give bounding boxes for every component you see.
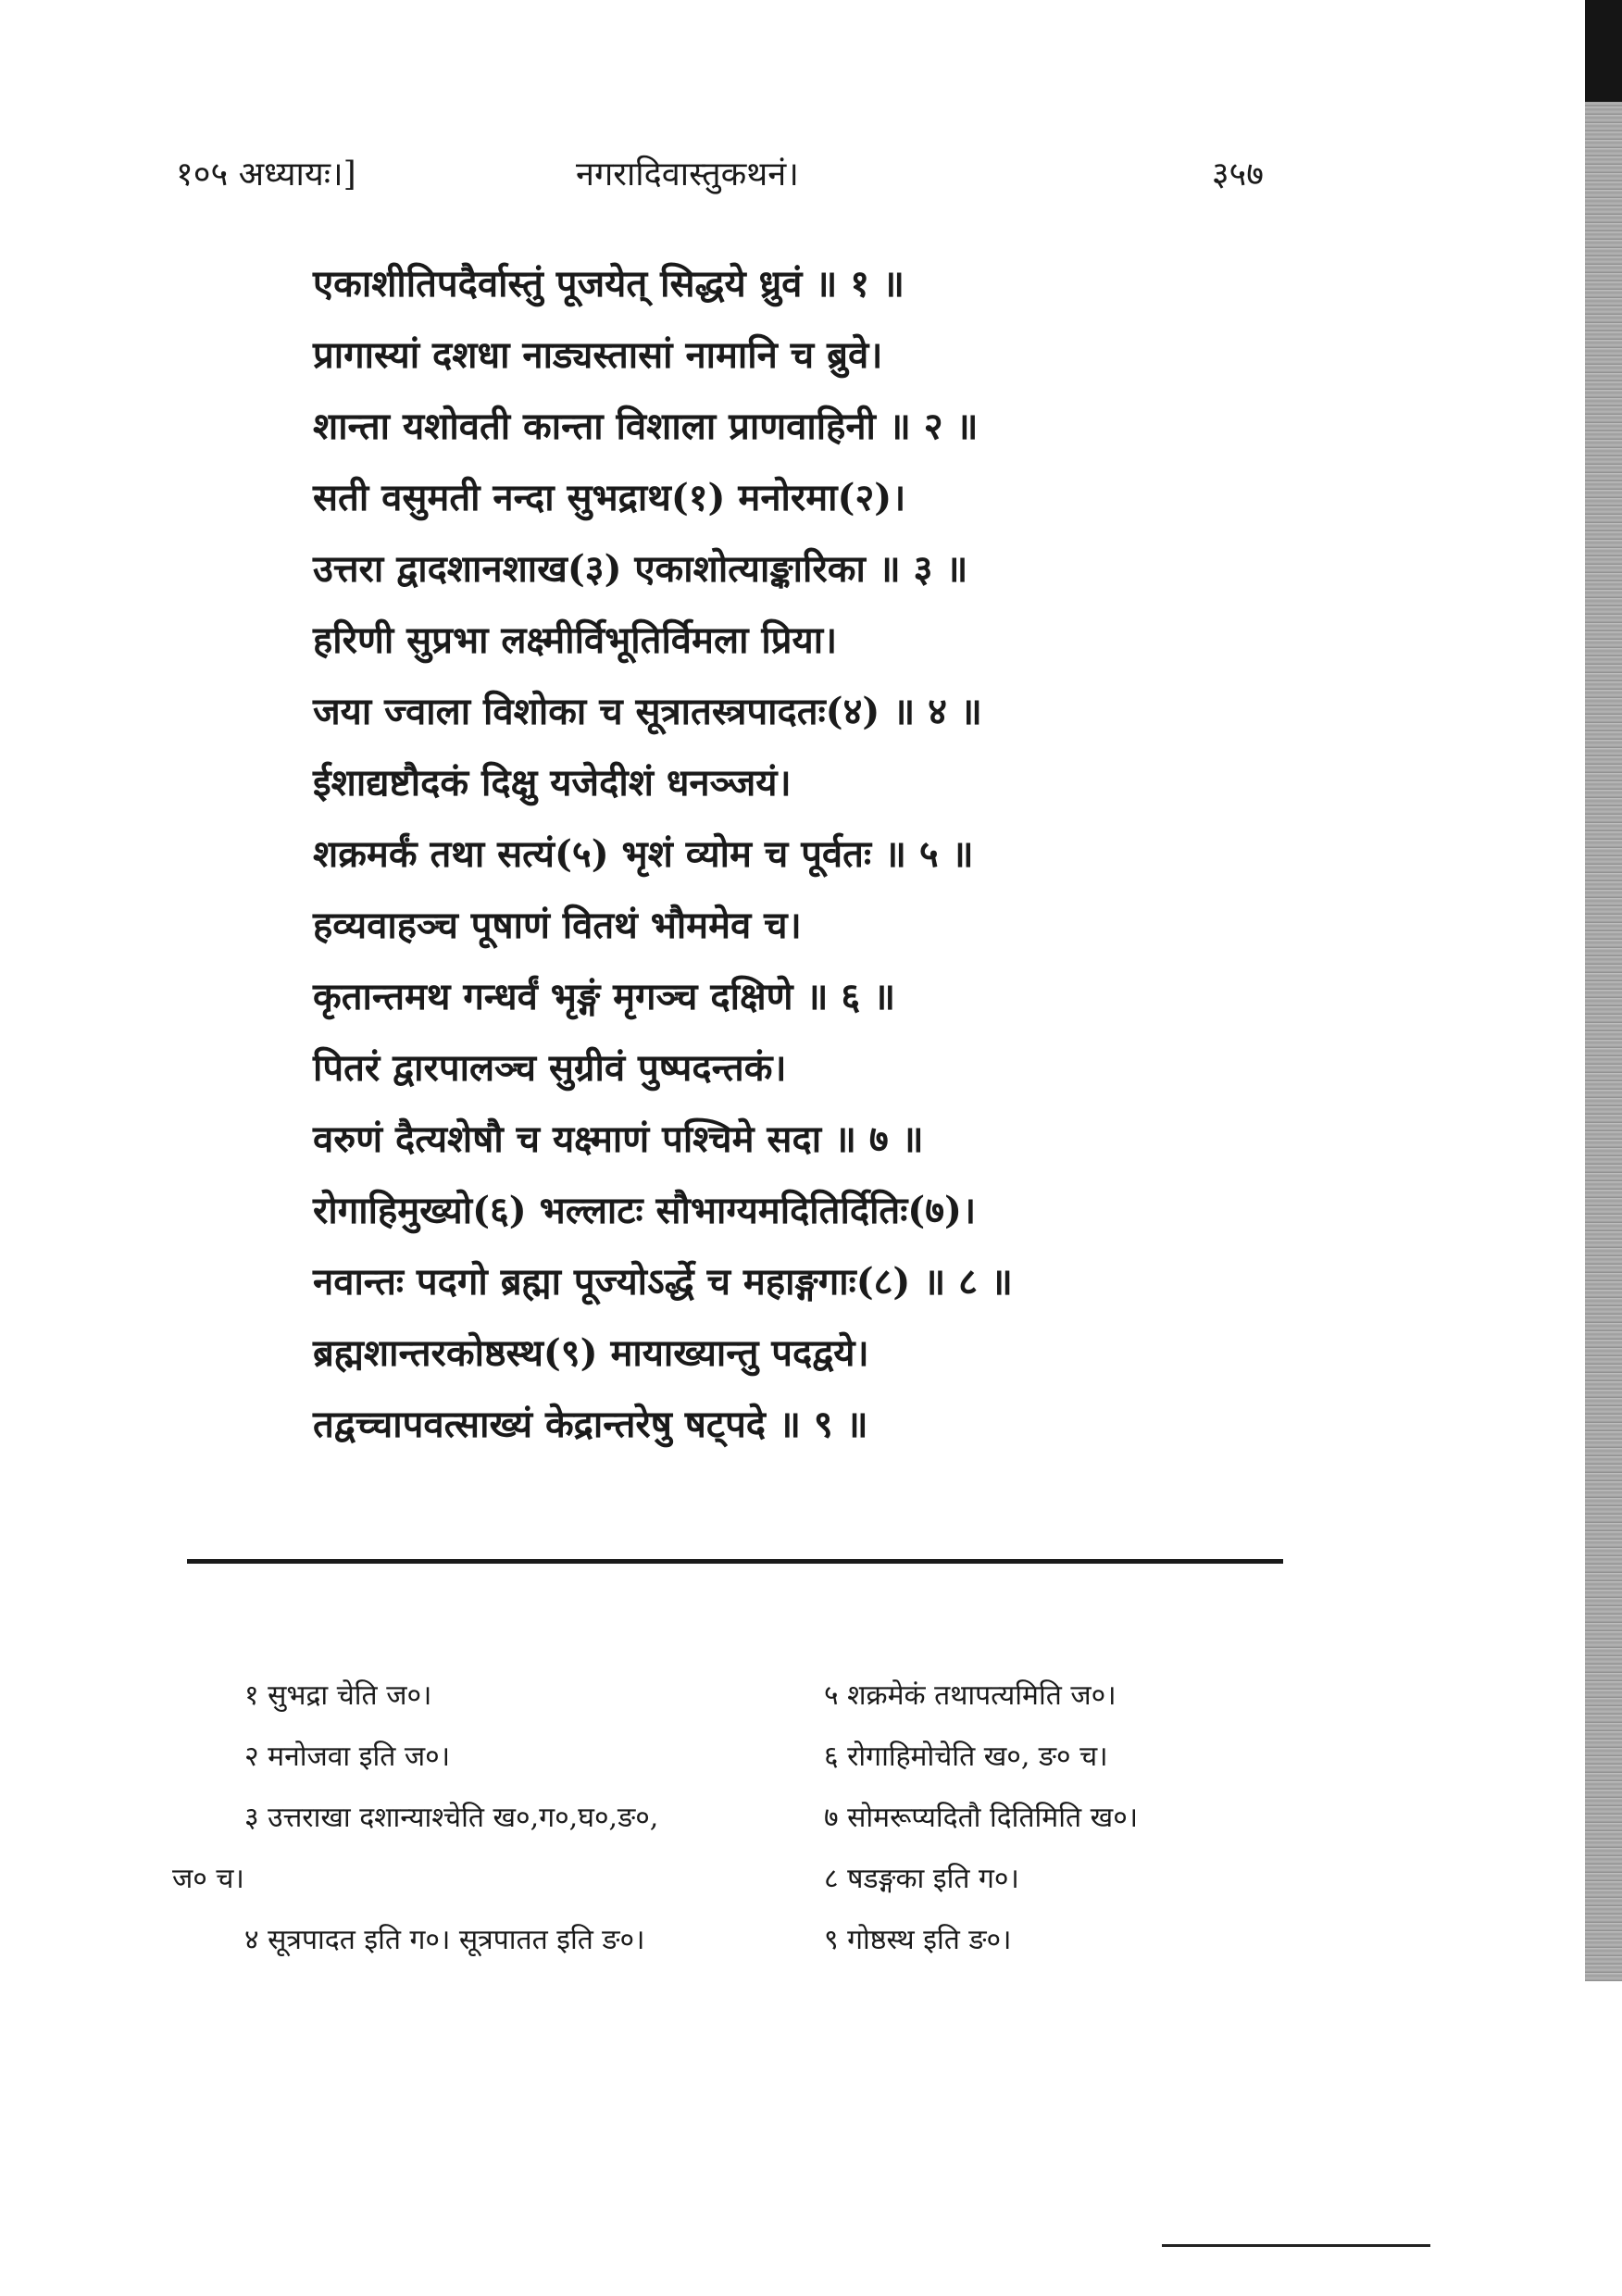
- footnote-7: ७ सोमरूप्यदितौ दितिमिति ख०।: [824, 1802, 1139, 1834]
- verse-line: जया ज्वाला विशोका च सूत्रातस्त्रपादतः(४) ॥ ४ ॥: [313, 690, 982, 733]
- chapter-label: १०५ अध्यायः।]: [176, 156, 356, 193]
- verse-line: ब्रह्मशान्तरकोष्ठस्थ(९) मायाख्यान्तु पदद्वये।: [313, 1331, 869, 1375]
- verse-line: वरुणं दैत्यशेषौ च यक्ष्माणं पश्चिमे सदा ॥ ७ ॥: [313, 1117, 924, 1161]
- footnote-9: ९ गोष्ठस्थ इति ङ०।: [824, 1924, 1012, 1956]
- scan-edge: [1585, 0, 1622, 1981]
- verse-line: सती वसुमती नन्दा सुभद्राथ(१) मनोरमा(२)।: [313, 476, 906, 519]
- verse-list: [313, 248, 1220, 1460]
- page-title: नगरादिवास्तुकथनं।: [576, 156, 799, 193]
- verse-line: शक्रमर्कं तथा सत्यं(५) भृशं व्योम च पूर्वतः ॥ ५ ॥: [313, 832, 974, 876]
- bottom-line: [1162, 2244, 1430, 2247]
- footnote-5: ५ शक्रमेकं तथापत्यमिति ज०।: [824, 1679, 1117, 1712]
- verse-line: नवान्तः पदगो ब्रह्मा पूज्योऽर्द्धे च महाङ्गगाः(८) ॥ ८ ॥: [313, 1260, 1013, 1304]
- verse-line: उत्तरा द्वादशानशाख(३) एकाशोत्याङ्कारिका ॥ ३ ॥: [313, 547, 968, 591]
- verse-line: हरिणी सुप्रभा लक्ष्मीर्विभूतिर्विमला प्रिया।: [313, 618, 838, 662]
- verse-line: ईशाद्यष्टौदकं दिक्षु यजेदीशं धनञ्जयं।: [313, 761, 792, 805]
- verse-line: शान्ता यशोवती कान्ता विशाला प्राणवाहिनी ॥ २ ॥: [313, 405, 979, 448]
- verse-line: पितरं द्वारपालञ्च सुग्रीवं पुष्पदन्तकं।: [313, 1046, 787, 1090]
- verse-line: एकाशीतिपदैर्वास्तुं पूजयेत् सिद्धये ध्रुवं ॥ १ ॥: [313, 262, 905, 306]
- footnote-2: २ मनोजवा इति ज०।: [244, 1741, 451, 1773]
- page-header: [176, 150, 1264, 206]
- footnote-8: ८ षडङ्गका इति ग०।: [824, 1863, 1019, 1895]
- verse-line: हव्यवाहञ्च पूषाणं वितथं भौममेव च।: [313, 904, 802, 947]
- verse-line: कृतान्तमथ गन्धर्वं भृङ्गं मृगञ्च दक्षिणे ॥ ६ ॥: [313, 975, 896, 1018]
- verse-line: रोगाहिमुख्यो(६) भल्लाटः सौभाग्यमदितिर्दितिः(७)।: [313, 1189, 977, 1232]
- footnote-3: ३ उत्तराखा दशान्याश्चेति ख०,ग०,घ०,ङ०,: [244, 1802, 659, 1834]
- verse-line: तद्वच्चापवत्साख्यं केद्रान्तरेषु षट्पदे ॥ ९ ॥: [313, 1403, 868, 1446]
- footnote-1: १ सुभद्रा चेति ज०।: [244, 1679, 432, 1712]
- footnote-6: ६ रोगाहिमोचेति ख०, ङ० च।: [824, 1741, 1108, 1773]
- scan-edge-dark: [1585, 0, 1622, 102]
- verse-line: प्रागास्यां दशधा नाड्यस्तासां नामानि च ब्रुवे।: [313, 333, 883, 377]
- footnote-3-continued: ज० च।: [172, 1863, 244, 1895]
- footnote-divider: [187, 1559, 1283, 1564]
- page-number: ३५७: [1211, 156, 1264, 193]
- footnote-4: ४ सूत्रपादत इति ग०। सूत्रपातत इति ङ०।: [244, 1924, 645, 1956]
